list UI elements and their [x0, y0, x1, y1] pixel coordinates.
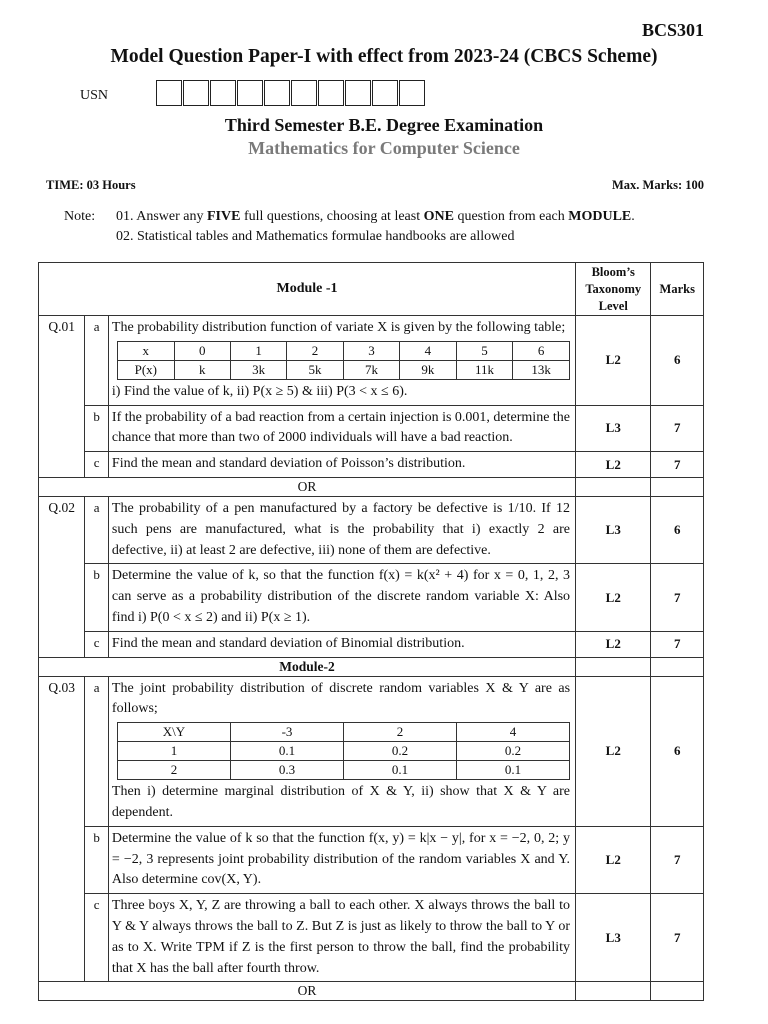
table-cell: 13k — [513, 360, 570, 379]
table-row — [117, 360, 569, 379]
empty-cell — [651, 657, 704, 676]
table-cell: x — [117, 341, 174, 360]
usn-label: USN — [80, 88, 109, 103]
question-number: Q.03 — [39, 676, 85, 982]
part-label: a — [85, 316, 109, 406]
table-row — [117, 723, 569, 742]
question-row — [39, 452, 704, 478]
table-row — [117, 742, 569, 761]
table-cell: 0.1 — [230, 742, 343, 761]
question-table — [38, 262, 704, 1001]
usn-box — [237, 80, 263, 106]
empty-cell — [576, 477, 651, 496]
table-cell: 5k — [287, 360, 343, 379]
marks-value: 6 — [651, 496, 704, 563]
blooms-level: L2 — [576, 316, 651, 406]
module-2-heading: Module-2 — [39, 657, 576, 676]
blooms-heading — [576, 263, 651, 316]
question-intro: The joint probability distribution of discrete random variables X & Y are as follows; — [111, 680, 571, 717]
blooms-level: L2 — [576, 452, 651, 478]
table-cell: 1 — [230, 341, 286, 360]
empty-cell — [576, 982, 651, 1001]
usn-box — [372, 80, 398, 106]
marks-value: 6 — [651, 676, 704, 826]
usn-box — [318, 80, 344, 106]
marks-value: 7 — [651, 452, 704, 478]
question-text: Find the mean and standard deviation of Poisson’s distribution. — [108, 452, 575, 478]
time-label: TIME: 03 Hours — [46, 178, 136, 192]
blooms-level: L2 — [576, 676, 651, 826]
empty-cell — [651, 477, 704, 496]
question-text: Find the mean and standard deviation of Binomial distribution. — [108, 631, 575, 657]
table-cell: 0 — [174, 341, 230, 360]
blooms-level: L2 — [576, 826, 651, 893]
or-separator: OR — [39, 477, 576, 496]
blooms-heading-line: Taxonomy — [585, 281, 642, 296]
part-label: a — [85, 676, 109, 826]
table-row — [117, 341, 569, 360]
table-cell: 9k — [400, 360, 456, 379]
table-cell: 0.1 — [456, 761, 569, 780]
blooms-level: L2 — [576, 631, 651, 657]
note-line-1: 01. Answer any FIVE full questions, choosing at least ONE question from each MODULE. — [116, 209, 635, 224]
marks-value: 7 — [651, 826, 704, 893]
table-cell: 5 — [456, 341, 513, 360]
part-label: c — [85, 452, 109, 478]
note-line-2: 02. Statistical tables and Mathematics formulae handbooks are allowed — [116, 229, 515, 244]
table-cell: 4 — [400, 341, 456, 360]
table-cell: 11k — [456, 360, 513, 379]
table-cell: 2 — [343, 723, 456, 742]
table-cell: -3 — [230, 723, 343, 742]
question-followup: i) Find the value of k, ii) P(x ≥ 5) & iii) P(3 < x ≤ 6). — [111, 383, 408, 399]
usn-boxes — [156, 80, 426, 106]
question-row — [39, 676, 704, 826]
marks-value: 7 — [651, 405, 704, 452]
table-cell: 0.1 — [343, 761, 456, 780]
question-number: Q.02 — [39, 496, 85, 657]
blooms-level: L2 — [576, 564, 651, 631]
usn-box — [156, 80, 182, 106]
table-cell: 2 — [117, 761, 230, 780]
question-row — [39, 894, 704, 982]
exam-title: Third Semester B.E. Degree Examination — [224, 115, 544, 135]
part-label: b — [85, 564, 109, 631]
question-number: Q.01 — [39, 316, 85, 478]
question-text: Determine the value of k so that the function f(x, y) = k|x − y|, for x = −2, 0, 2; y = −2, 3 represents joint probability distribution of the random variables X and Y. Also determine cov(X, Y). — [108, 826, 575, 893]
table-cell: 0.3 — [230, 761, 343, 780]
table-cell: 1 — [117, 742, 230, 761]
marks-value: 6 — [651, 316, 704, 406]
part-label: a — [85, 496, 109, 563]
table-cell: P(x) — [117, 360, 174, 379]
question-text — [108, 676, 575, 826]
question-row — [39, 405, 704, 452]
question-text: If the probability of a bad reaction from a certain injection is 0.001, determine the chance that more than two of 2000 individuals will have a bad reaction. — [108, 405, 575, 452]
subject-code: BCS301 — [641, 20, 704, 40]
table-cell: 7k — [343, 360, 399, 379]
or-row — [39, 477, 704, 496]
part-label: b — [85, 405, 109, 452]
table-cell: X\Y — [117, 723, 230, 742]
question-row — [39, 564, 704, 631]
table-cell: k — [174, 360, 230, 379]
usn-box — [183, 80, 209, 106]
usn-box — [345, 80, 371, 106]
blooms-heading-line: Level — [598, 298, 628, 313]
question-row — [39, 316, 704, 406]
subject-title: Mathematics for Computer Science — [248, 138, 520, 158]
blooms-level: L3 — [576, 894, 651, 982]
table-cell: 0.2 — [456, 742, 569, 761]
question-row — [39, 496, 704, 563]
usn-box — [210, 80, 236, 106]
question-text: The probability of a pen manufactured by a factory be defective is 1/10. If 12 such pens are manufactured, what is the probability that i) exactly 2 are defective, ii) at least 2 are defective, iii) none of them are defective. — [108, 496, 575, 563]
usn-box — [264, 80, 290, 106]
table-cell: 3k — [230, 360, 286, 379]
marks-heading: Marks — [651, 263, 704, 316]
part-label: b — [85, 826, 109, 893]
table-header-row — [39, 263, 704, 316]
empty-cell — [651, 982, 704, 1001]
table-cell: 2 — [287, 341, 343, 360]
max-marks-label: Max. Marks: 100 — [612, 178, 704, 192]
question-intro: The probability distribution function of variate X is given by the following table; — [111, 320, 566, 335]
note-label: Note: — [64, 209, 96, 224]
or-row — [39, 982, 704, 1001]
question-row — [39, 826, 704, 893]
marks-value: 7 — [651, 564, 704, 631]
or-separator: OR — [39, 982, 576, 1001]
question-text: Determine the value of k, so that the function f(x) = k(x² + 4) for x = 0, 1, 2, 3 can serve as a probability distribution of the discrete random variable X: Also find i) P(0 < x ≤ 2) and ii) P(x ≥ 1). — [108, 564, 575, 631]
question-row — [39, 631, 704, 657]
table-cell: 3 — [343, 341, 399, 360]
part-label: c — [85, 631, 109, 657]
marks-value: 7 — [651, 631, 704, 657]
table-row — [117, 761, 569, 780]
blooms-heading-line: Bloom’s — [591, 264, 635, 279]
empty-cell — [576, 657, 651, 676]
marks-value: 7 — [651, 894, 704, 982]
part-label: c — [85, 894, 109, 982]
question-text — [108, 316, 575, 406]
question-text: Three boys X, Y, Z are throwing a ball to each other. X always throws the ball to Y & Y always throws the ball to Z. But Z is just as likely to throw the ball to Y or as to X. Write TPM if Z is the first person to throw the ball, find the probability that X has the ball after fourth throw. — [108, 894, 575, 982]
usn-box — [399, 80, 425, 106]
table-cell: 4 — [456, 723, 569, 742]
table-cell: 0.2 — [343, 742, 456, 761]
question-followup: Then i) determine marginal distribution of X & Y, ii) show that X & Y are dependent. — [111, 784, 571, 820]
distribution-table — [117, 341, 570, 380]
paper-title: Model Question Paper-I with effect from 2023-24 (CBCS Scheme) — [110, 46, 658, 67]
module-row — [39, 657, 704, 676]
blooms-level: L3 — [576, 405, 651, 452]
module-1-heading: Module -1 — [39, 263, 576, 316]
joint-distribution-table — [117, 722, 570, 780]
usn-box — [291, 80, 317, 106]
blooms-level: L3 — [576, 496, 651, 563]
table-cell: 6 — [513, 341, 570, 360]
